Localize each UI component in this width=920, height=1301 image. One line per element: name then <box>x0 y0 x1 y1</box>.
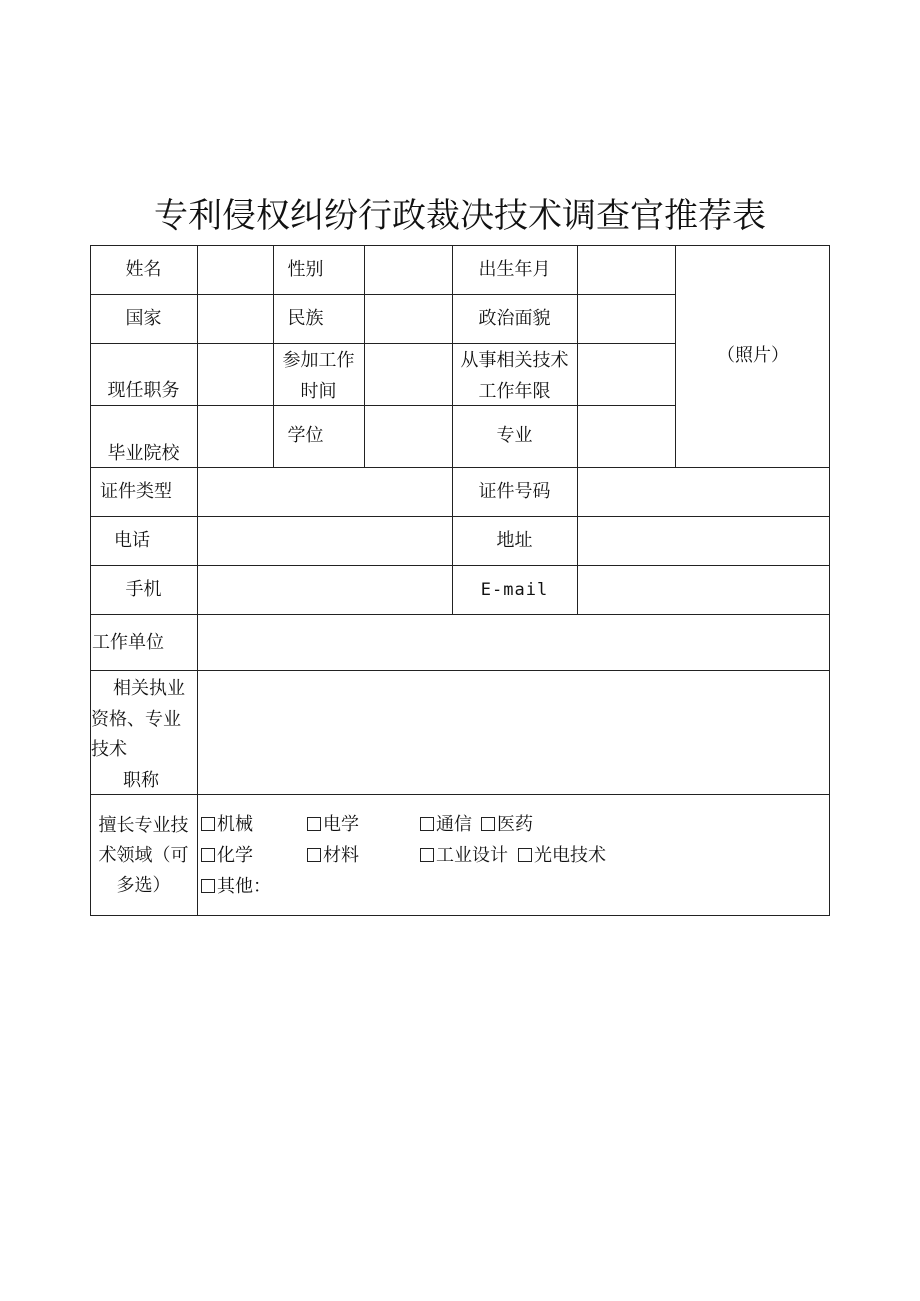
field-label-line3: 多选） <box>116 875 171 896</box>
checkbox-icon <box>481 817 495 831</box>
checkbox-icon <box>201 879 215 893</box>
birth-field[interactable] <box>578 245 675 294</box>
phone-label: 电话 <box>114 530 150 551</box>
work-time-label-line1: 参加工作 <box>282 350 355 371</box>
years-label-line1: 从事相关技术 <box>460 350 569 371</box>
employer-label: 工作单位 <box>92 632 164 653</box>
mobile-label: 手机 <box>125 579 162 600</box>
gender-field[interactable] <box>365 245 452 294</box>
address-field[interactable] <box>578 516 830 565</box>
ethnicity-field[interactable] <box>365 294 452 343</box>
work-time-label-line2: 时间 <box>300 381 337 402</box>
option-communication[interactable]: 通信 <box>420 810 472 836</box>
phone-field[interactable] <box>198 516 452 565</box>
qualification-label-line1: 相关执业 <box>113 678 185 699</box>
checkbox-icon <box>420 817 434 831</box>
qualification-field[interactable] <box>198 670 830 794</box>
option-materials[interactable]: 材料 <box>307 841 359 867</box>
birth-label: 出生年月 <box>478 259 551 280</box>
checkbox-icon <box>201 817 215 831</box>
name-label: 姓名 <box>125 259 162 280</box>
option-other[interactable]: 其他： <box>201 872 271 898</box>
major-label: 专业 <box>496 425 533 446</box>
mobile-field[interactable] <box>198 565 452 614</box>
political-field[interactable] <box>578 294 675 343</box>
recommendation-form <box>90 245 830 916</box>
field-label-line1: 擅长专业技 <box>98 815 189 836</box>
row-divider <box>90 794 830 795</box>
checkbox-icon <box>201 848 215 862</box>
qualification-label-line4: 职称 <box>123 770 159 791</box>
option-medicine[interactable]: 医药 <box>481 810 533 836</box>
political-label: 政治面貌 <box>478 308 551 329</box>
field-label-line2: 术领域（可 <box>98 845 189 866</box>
country-label: 国家 <box>125 308 162 329</box>
degree-field[interactable] <box>365 405 452 467</box>
id-number-field[interactable] <box>578 467 830 516</box>
years-field[interactable] <box>578 343 675 405</box>
option-electrical[interactable]: 电学 <box>307 810 359 836</box>
address-label: 地址 <box>496 530 533 551</box>
employer-field[interactable] <box>198 614 830 670</box>
checkbox-icon <box>518 848 532 862</box>
degree-label: 学位 <box>287 425 324 446</box>
option-mechanical[interactable]: 机械 <box>201 810 253 836</box>
option-industrial-design[interactable]: 工业设计 <box>420 841 508 867</box>
ethnicity-label: 民族 <box>287 308 324 329</box>
id-type-label: 证件类型 <box>100 481 172 502</box>
position-label: 现任职务 <box>107 380 180 401</box>
school-field[interactable] <box>198 405 273 467</box>
id-number-label: 证件号码 <box>478 481 551 502</box>
email-label: E-mail <box>480 580 549 600</box>
photo-placeholder[interactable]: （照片） <box>717 345 789 366</box>
school-label: 毕业院校 <box>107 443 180 464</box>
major-field[interactable] <box>578 405 675 467</box>
country-field[interactable] <box>198 294 273 343</box>
position-field[interactable] <box>198 343 273 405</box>
name-field[interactable] <box>198 245 273 294</box>
email-field[interactable] <box>578 565 830 614</box>
checkbox-icon <box>307 817 321 831</box>
checkbox-icon <box>420 848 434 862</box>
id-type-field[interactable] <box>198 467 452 516</box>
option-chemistry[interactable]: 化学 <box>201 841 253 867</box>
page-title: 专利侵权纠纷行政裁决技术调查官推荐表 <box>154 196 766 236</box>
gender-label: 性别 <box>287 259 324 280</box>
checkbox-icon <box>307 848 321 862</box>
qualification-label-line3: 技术 <box>91 739 127 760</box>
work-time-field[interactable] <box>365 343 452 405</box>
years-label-line2: 工作年限 <box>478 381 551 402</box>
option-optoelectronics[interactable]: 光电技术 <box>518 841 606 867</box>
qualification-label-line2: 资格、专业 <box>91 709 181 730</box>
